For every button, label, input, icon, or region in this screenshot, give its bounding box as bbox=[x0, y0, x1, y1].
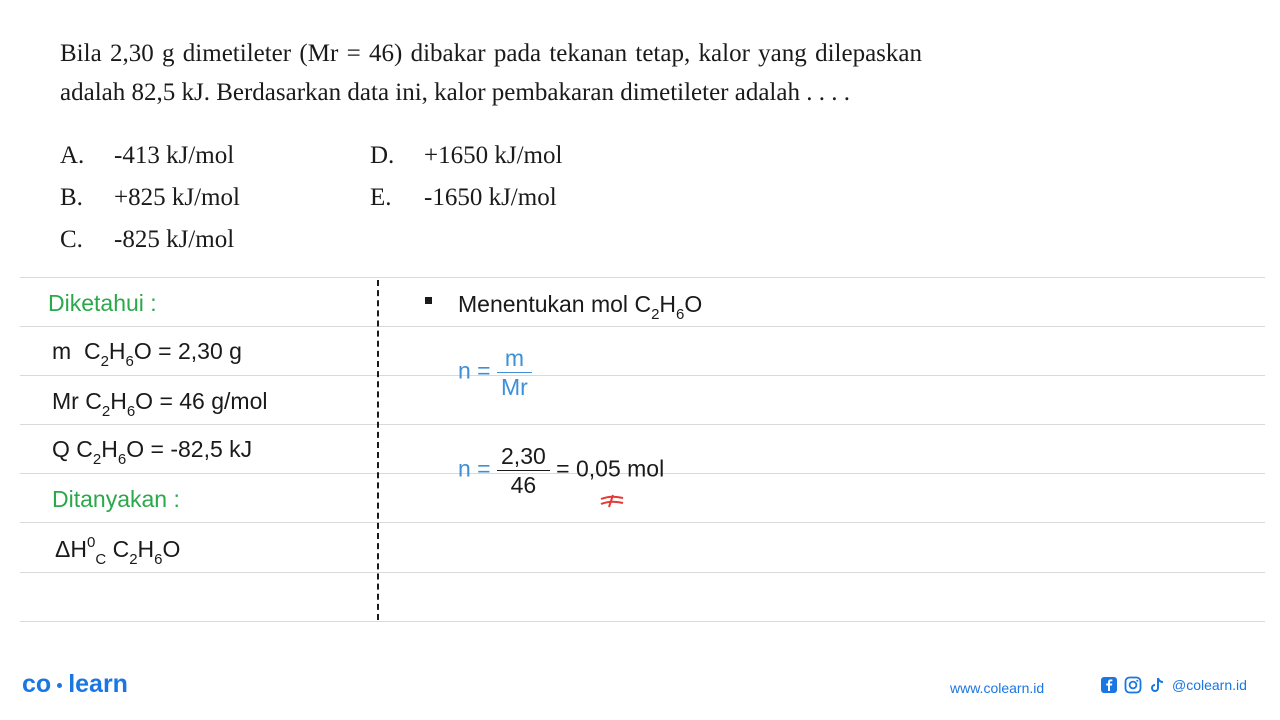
facebook-icon[interactable] bbox=[1100, 676, 1118, 694]
row-divider bbox=[20, 375, 1265, 376]
asked-enthalpy: $\Delta H^0_C$ $C_2H_6O$ bbox=[55, 534, 181, 568]
colearn-logo: co learn bbox=[22, 670, 128, 698]
website-link[interactable]: www.colearn.id bbox=[950, 680, 1045, 696]
asked-heading: Ditanyakan : bbox=[52, 486, 180, 512]
tiktok-icon[interactable] bbox=[1148, 676, 1166, 694]
row-divider bbox=[20, 326, 1265, 327]
known-mr: Mr $C_2H_6O = 46$ g/mol bbox=[52, 388, 268, 420]
row-divider bbox=[20, 522, 1265, 523]
instagram-icon[interactable] bbox=[1124, 676, 1142, 694]
mole-calculation: n = $\frac{2,30}{46}$ = 0,05 mol bbox=[458, 443, 665, 498]
bullet-icon bbox=[425, 297, 432, 304]
row-divider bbox=[20, 572, 1265, 573]
social-handle[interactable]: @colearn.id bbox=[1172, 677, 1247, 693]
option-b: B. +825 kJ/mol bbox=[60, 184, 240, 211]
known-heading: Diketahui : bbox=[48, 290, 157, 316]
known-mass: m $C_2H_6O = 2,30$ g bbox=[52, 338, 242, 370]
mole-formula: n = $\frac{m}{Mr}$ bbox=[458, 344, 532, 401]
row-divider bbox=[20, 424, 1265, 425]
column-divider bbox=[377, 280, 379, 620]
answer-mark-icon bbox=[599, 493, 625, 509]
social-links bbox=[1100, 676, 1247, 694]
question-text: Bila 2,30 g dimetileter (Mr = 46) dibakar pada tekanan tetap, kalor yang dilepaskan adalah 82,5 kJ. Berdasarkan data ini, kalor pembakaran dimetileter adalah . . . . bbox=[60, 40, 922, 106]
option-d: D. +1650 kJ/mol bbox=[370, 142, 563, 169]
option-c: C. -825 kJ/mol bbox=[60, 226, 235, 253]
option-a: A. -413 kJ/mol bbox=[60, 142, 235, 169]
row-divider bbox=[20, 621, 1265, 622]
option-e: E. -1650 kJ/mol bbox=[370, 184, 557, 211]
known-heat: Q $C_2H_6O = -82,5$ kJ bbox=[52, 436, 253, 468]
row-divider bbox=[20, 277, 1265, 278]
step-title: Menentukan mol $C_2H_6O$ bbox=[458, 291, 703, 323]
